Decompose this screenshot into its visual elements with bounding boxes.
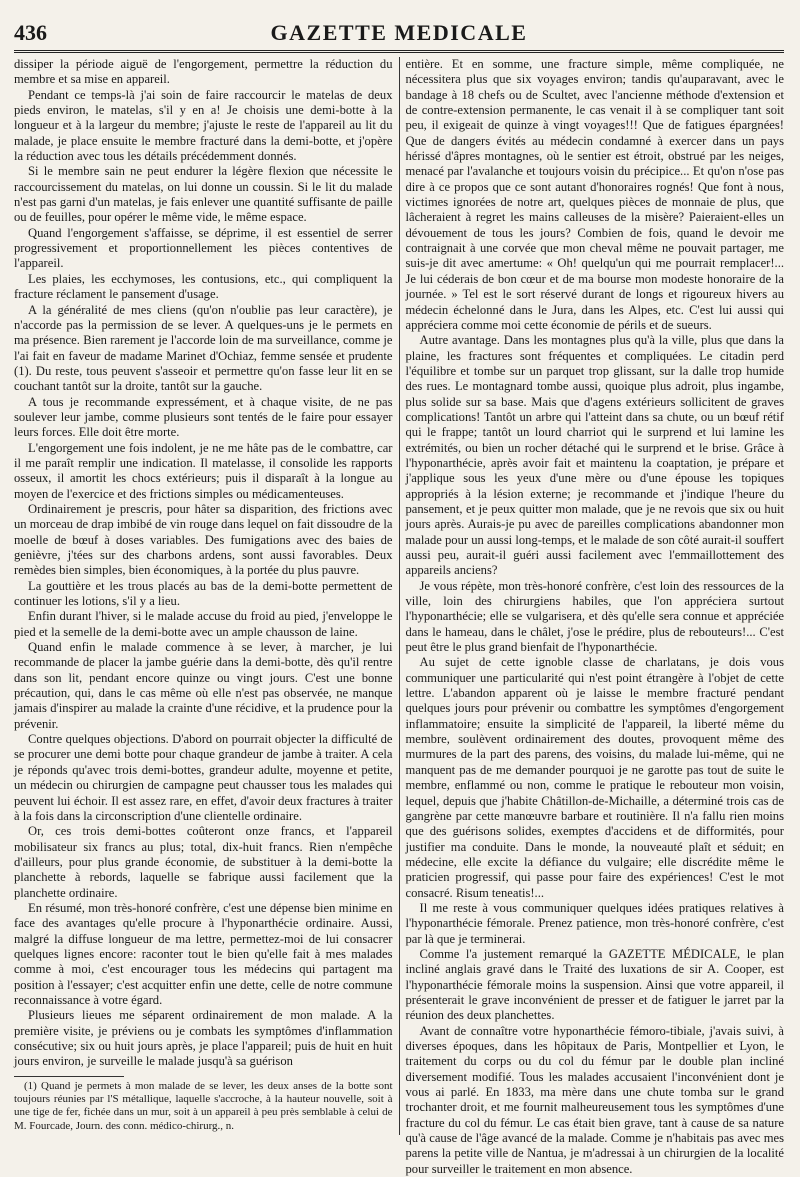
paragraph: Enfin durant l'hiver, si le malade accuse du froid au pied, j'enveloppe le pied et la semelle de la demi-botte avec un ample chausson de laine. — [14, 609, 393, 639]
paragraph: dissiper la période aiguë de l'engorgement, permettre la réduction du membre et sa mise en appareil. — [14, 57, 393, 87]
paragraph: Quand l'engorgement s'affaisse, se déprime, il est essentiel de serrer progressivement et proportionnellement les pièces contentives de l'appareil. — [14, 225, 393, 271]
paragraph: Or, ces trois demi-bottes coûteront onze francs, et l'appareil mobilisateur six francs au plus; total, dix-huit francs. Rien n'empêche d'ailleurs, pour plus grande économie, de substituer à la demi-botte la planchette à rebords, laquelle se fabrique aussi facilement que la planchette ordinaire. — [14, 824, 393, 900]
left-column — [14, 57, 399, 1135]
page-number: 436 — [14, 20, 47, 45]
text-columns — [14, 57, 785, 1176]
footnote: (1) Quand je permets à mon malade de se lever, les deux anses de la botte sont toujours réunies par l'S métallique, laquelle s'accroche, à la hauteur nouvelle, soit à une tige de fer, fichée dans un mur, soit à un appareil à peu près semblable à celui de M. Fourcade, Journ. des conn. médico-chirurg., n. — [14, 1079, 393, 1132]
right-column — [400, 57, 785, 1176]
paragraph: Comme l'a justement remarqué la GAZETTE MÉDICALE, le plan incliné anglais gravé dans le Traité des luxations de sir A. Cooper, est l'hyponarthécie fémorale moins la suspension. Ainsi que votre appareil, il présenterait le grave inconvénient de presser et de fatiguer le jarret par la réunion des deux planchettes. — [405, 946, 784, 1023]
paragraph: Les plaies, les ecchymoses, les contusions, etc., qui compliquent la fracture réclament le pansement d'usage. — [14, 271, 393, 302]
paragraph: Je vous répète, mon très-honoré confrère, c'est loin des ressources de la ville, loin des chirurgiens habiles, que l'on appréciera surtout l'hyponarthécie; elle se vulgarisera, et dès qu'elle sera connue et appréciée dans le hameau, dans le châlet, j'ose le prédire, plus de rebouteurs!... C'est peut être le plus grand bienfait de l'hyponarthécie. — [405, 578, 784, 655]
paragraph: entière. Et en somme, une fracture simple, même compliquée, ne nécessitera plus que six voyages environ; tandis qu'auparavant, avec le bandage à 18 chefs ou de Scultet, avec l'ancienne méthode d'extension et de contre-extension permanente, le cas venait il à se compliquer tant soit peu, il exigeait de quinze à vingt voyages!!! Que de fatigues épargnées! Que de dangers évités au médecin condamné à exercer dans un pays hérissé d'âpres montagnes, où le sentier est étroit, obstrué par les neiges, menacé par l'avalanche et toujours voisin du précipice... Et qu'on n'ose pas dire à ce propos que ce sont autant d'honoraires rognés! Que font à nous, victimes ignorées de notre art, quelques pièces de monnaie de plus, que lâcheraient à regret les mains calleuses de la misère? Paieraient-elles un dévouement de tous les jours? Combien de fois, quand le devoir me contraignait à une corvée que mon cheval même ne pouvait partager, me suis-je dit avec amertume: « Oh! quelqu'un qui me pourrait remplacer!... Je lui céderais de bon cœur et de ma bourse mon modeste honoraire de la journée. » Tel est le sort réservé durant de longs et rigoureux hivers au médecin échelonné dans le Jura, dans les Alpes, etc. C'est lui aussi qui appréciera comme moi cette économie de périls et de sueurs. — [405, 57, 784, 332]
journal-title: GAZETTE MEDICALE — [270, 20, 528, 45]
paragraph: Plusieurs lieues me séparent ordinairement de mon malade. A la première visite, je préviens ou je combats les symptômes d'inflammation consécutive; six ou huit jours après, je place l'appareil; puis de huit en huit jours environ, je surveille le malade jusqu'à sa guérison — [14, 1008, 393, 1069]
paragraph: Avant de connaître votre hyponarthécie fémoro-tibiale, j'avais suivi, à diverses époques, dans les hôpitaux de Paris, Montpellier et Lyon, le traitement du corps ou du col du fémur par le double plan incliné diversement modifié. Tous les malades accusaient l'inconvénient dont je vous ai parlé. En 1833, ma mère dans une chute tomba sur le grand trochanter droit, et me fournit malheureusement tous les symptômes d'une fracture du col du fémur. Le cas était bien grave, tant à cause de sa nature qu'à cause de l'âge avancé de la malade. Comme je n'habitais pas avec mes parens la petite ville de Nantua, je m'adressai à un chirurgien de la localité pour surveiller le traitement en mon absence. — [405, 1023, 784, 1176]
paragraph: A la généralité de mes cliens (qu'on n'oublie pas leur caractère), je n'accorde pas la permission de se lever. A quelques-uns je le permets en ma présence. Bien rarement je l'accorde loin de ma surveillance, comme je l'ai fait en faveur de madame Marinet d'Ochiaz, femme sensée et prudente (1). Du reste, tous peuvent s'asseoir et permettre qu'on fasse leur lit en se couchant tantôt sur la droite, tantôt sur la gauche. — [14, 302, 393, 394]
paragraph: Il me reste à vous communiquer quelques idées pratiques relatives à l'hyponarthécie fémorale. Prenez patience, mon très-honoré confrère, c'est par là que je terminerai. — [405, 900, 784, 946]
footnote-divider — [14, 1076, 124, 1077]
paragraph: Autre avantage. Dans les montagnes plus qu'à la ville, plus que dans la plaine, les fractures sont fréquentes et compliquées. Le citadin perd l'équilibre et tombe sur un parquet trop glissant, sur la dalle trop humide des rues. Le montagnard tombe aussi, quoique plus adroit, plus ingambe, plus solide sur sa base. Mais que d'agens extérieurs sollicitent de graves complications! Tantôt un arbre qui l'atteint dans sa chute, ou un bœuf rétif qui le frappe; tantôt un lourd charriot qui le surprend et lui lamine les extrémités, ou bien un rocher détaché qui le surprend et le brise. Grâce à l'hyponarthécie, après avoir fait et maintenu la coaptation, je prépare et j'applique sous les yeux d'une mère ou d'une épouse les topiques appropriés à la lésion externe; je recommande et j'indique l'heure du pansement, et je peux quitter mon malade, que je ne revois que six ou huit jours après. Aurais-je pu avec de pareilles complications abandonner mon malade pour un aussi long-temps, et le malade de son côté aurait-il souffert aussi peu, aurait-il guéri aussi facilement avec l'emmaillottement des appareils anciens? — [405, 333, 785, 578]
paragraph: En résumé, mon très-honoré confrère, c'est une dépense bien minime en face des avantages qu'elle procure à l'hyponarthécie ordinaire. Aussi, malgré la diffuse longueur de ma lettre, permettez-moi de lui consacrer quelques lignes encore: raconter tout le bien qu'elle fait à mes malades comme à moi, c'est encourager tous les médecins qui partagent ma position à l'essayer; c'est acquitter enfin une dette, celle de notre commune reconnaissance à votre égard. — [14, 900, 393, 1007]
paragraph: Contre quelques objections. D'abord on pourrait objecter la difficulté de se procurer une demi botte pour chaque grandeur de jambe à traiter. A cela je réponds qu'avec trois demi-bottes, grandeur adulte, moyenne et petite, un médecin ou chirurgien de campagne peut chausser tous les malades qui peuvent lui échoir. Il est assez rare, en effet, d'avoir deux fractures à traiter à la fois dans la circonscription d'une clientelle ordinaire. — [14, 732, 393, 823]
page-header — [14, 14, 784, 53]
paragraph: Si le membre sain ne peut endurer la légère flexion que nécessite le raccourcissement du matelas, on lui donne un coussin. Si le lit du malade n'est pas garni d'un matelas, je fais enlever une quantité suffisante de paille ou de feuilles, pour opérer le même vide, le même espace. — [14, 164, 393, 225]
paragraph: Pendant ce temps-là j'ai soin de faire raccourcir le matelas de deux pieds environ, le matelas, s'il y en a! Je choisis une demi-botte à la longueur et à la largeur du membre; j'ajuste le reste de l'appareil au lit du malade, je place ensuite le membre fracturé dans la demi-botte, et j'opère la réduction avec tous les détails précédemment donnés. — [14, 87, 393, 164]
paragraph: Au sujet de cette ignoble classe de charlatans, je dois vous communiquer une particularité qui n'est point étrangère à l'objet de cette lettre. L'abandon apparent où je laisse le membre fracturé pendant quelques jours pour prévenir ou combattre les symptômes d'engorgement inflammatoire; ensuite la simplicité de l'appareil, la liberté même du membre, soulèvent ordinairement des doutes, provoquent même des murmures de la part des parens, des voisins, du malade lui-même, qui ne manquent pas de me demander pourquoi je ne garotte pas tout de suite le membre, enflammé ou non, comme le pratique le rebouteur mon voisin, lequel, depuis que j'habite Châtillon-de-Michaille, a déterminé trois cas de gangrène par cette manœuvre barbare et routinière. Il n'a fallu rien moins que des guérisons solides, exemptes d'accidens et de difformités, pour justifier ma conduite. Dans le monde, la nouveauté plaît et séduit; en médecine, elle excite la défiance du vulgaire; elle discrédite même le praticien progressif, qui passe pour faire des expériences! C'est le mot consacré. Risum teneatis!... — [405, 655, 784, 900]
paragraph: Ordinairement je prescris, pour hâter sa disparition, des frictions avec un morceau de drap imbibé de vin rouge dans lequel on fait dissoudre de la moelle de bœuf à doses variables. Des fumigations avec des baies de genièvre, j'tées sur des charbons ardens, sont aussi favorables. Deux remèdes bien simples, bien économiques, à la portée du plus pauvre. — [14, 501, 393, 578]
paragraph: La gouttière et les trous placés au bas de la demi-botte permettent de continuer les lotions, s'il y a lieu. — [14, 578, 393, 609]
paragraph: A tous je recommande expressément, et à chaque visite, de ne pas soulever leur jambe, comme plusieurs sont tentés de le faire pour essayer leurs forces. Elle doit être morte. — [14, 394, 393, 440]
paragraph: L'engorgement une fois indolent, je ne me hâte pas de le combattre, car il me paraît remplir une indication. Il matelasse, il consolide les rapports osseux, il amortit les chocs extérieurs; puis il disparaît à la longue au moyen de l'exercice et des frictions simples ou médicamenteuses. — [14, 440, 393, 501]
paragraph: Quand enfin le malade commence à se lever, à marcher, je lui recommande de placer la jambe guérie dans la demi-botte, dès qu'il rentre dans son lit, pendant encore quinze ou vingt jours. C'est une bonne précaution, qui, dans le cas même où elle n'est pas observée, ne manque jamais d'inspirer au malade la crainte d'une récidive, et la prudence pour la prévenir. — [14, 640, 393, 731]
